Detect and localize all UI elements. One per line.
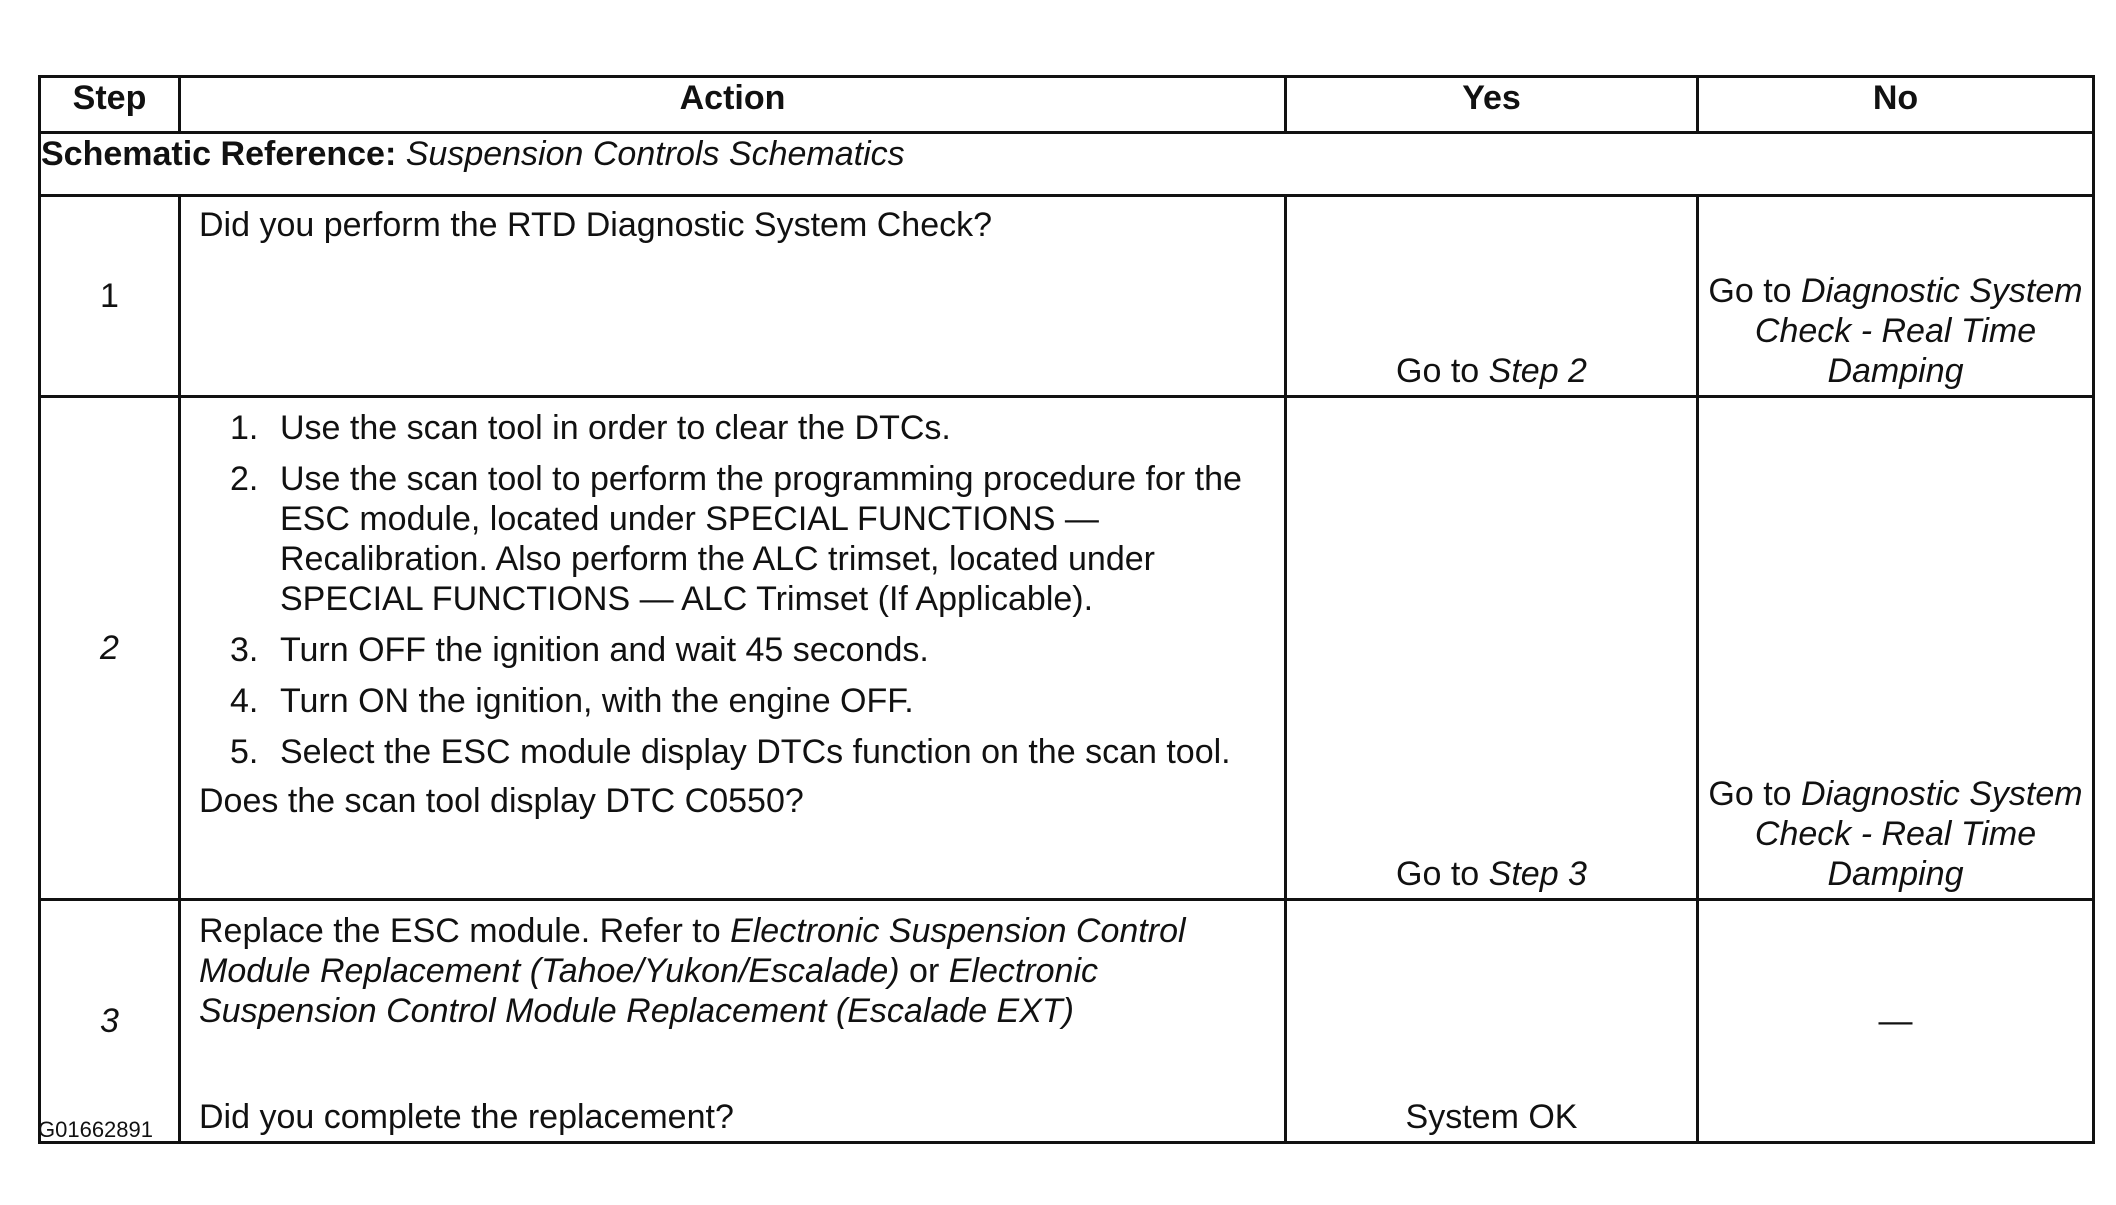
action-cell [180,900,1286,1143]
step-number: 3 [40,900,180,1143]
substep-list [199,408,1266,772]
no-cell [1698,397,2094,900]
instruction-prefix: Replace the ESC module. Refer to [199,912,721,950]
yes-result [1287,351,1696,391]
substep-text: Use the scan tool to perform the programming procedure for the ESC module, located under SPECIAL FUNCTIONS — Recalibration. Also perform the ALC trimset, located under SPECIAL FUNCTIONS — ALC Trimset (If Applicable). [280,460,1242,618]
list-item: 1. Use the scan tool in order to clear the DTCs. [230,409,951,447]
schematic-reference-cell [40,133,2094,196]
substep-text: Select the ESC module display DTCs function on the scan tool. [280,733,1231,771]
action-question: Did you complete the replacement? [199,1098,734,1136]
step-number: 1 [40,196,180,397]
list-item: 2. Use the scan tool to perform the programming procedure for the ESC module, located under SPECIAL FUNCTIONS — Recalibration. Also perform the ALC trimset, located under SPECIAL FUNCTIONS — ALC Trimset (If Applicable). [230,460,1242,618]
replacement-link-1[interactable]: Electronic Suspension Control Module Replacement (Tahoe/Yukon/Escalade) [199,912,1186,990]
substep-text: Turn OFF the ignition and wait 45 seconds. [280,631,929,669]
table-row [40,196,2094,397]
table-row [40,397,2094,900]
header-step: Step [40,77,180,133]
table-header-row [40,77,2094,133]
step-number: 2 [40,397,180,900]
no-cell [1698,900,2094,1143]
header-yes: Yes [1286,77,1698,133]
no-prefix: Go to [1708,272,1792,310]
yes-step-link[interactable]: Step 2 [1488,352,1587,390]
header-no: No [1698,77,2094,133]
instruction-text [199,912,1186,1030]
instruction-or: or [909,952,940,990]
action-question: Does the scan tool display DTC C0550? [199,782,804,820]
yes-cell [1286,900,1698,1143]
substep-text: Use the scan tool in order to clear the DTCs. [280,409,951,447]
schematic-reference-label: Schematic Reference: [41,135,397,173]
action-question: Did you perform the RTD Diagnostic System Check? [199,206,993,244]
yes-result: System OK [1405,1098,1578,1136]
yes-prefix: Go to [1396,352,1480,390]
header-action: Action [180,77,1286,133]
substep-text: Turn ON the ignition, with the engine OFF. [280,682,914,720]
yes-cell [1286,196,1698,397]
action-cell [180,196,1286,397]
no-result [1699,774,2092,894]
replacement-link-2[interactable]: Electronic Suspension Control Module Replacement (Escalade EXT) [199,952,1098,1030]
no-prefix: Go to [1708,775,1792,813]
schematic-reference-link[interactable]: Suspension Controls Schematics [405,135,905,173]
action-cell [180,397,1286,900]
list-item: 3. Turn OFF the ignition and wait 45 seconds. [230,631,929,669]
figure-id: G01662891 [38,1117,153,1142]
schematic-reference-row [40,133,2094,196]
diagnostic-table [38,75,2095,1144]
table-row [40,900,2094,1143]
no-cell [1698,196,2094,397]
yes-cell [1286,397,1698,900]
list-item: 4. Turn ON the ignition, with the engine OFF. [230,682,914,720]
yes-step-link[interactable]: Step 3 [1488,855,1587,893]
list-item: 5. Select the ESC module display DTCs function on the scan tool. [230,733,1231,771]
no-result [1699,271,2092,391]
yes-prefix: Go to [1396,855,1480,893]
no-reference-link[interactable]: Diagnostic System Check - Real Time Damping [1754,272,2083,390]
yes-result [1287,854,1696,894]
no-result-dash: — [1878,1002,1913,1040]
no-reference-link[interactable]: Diagnostic System Check - Real Time Damping [1754,775,2083,893]
